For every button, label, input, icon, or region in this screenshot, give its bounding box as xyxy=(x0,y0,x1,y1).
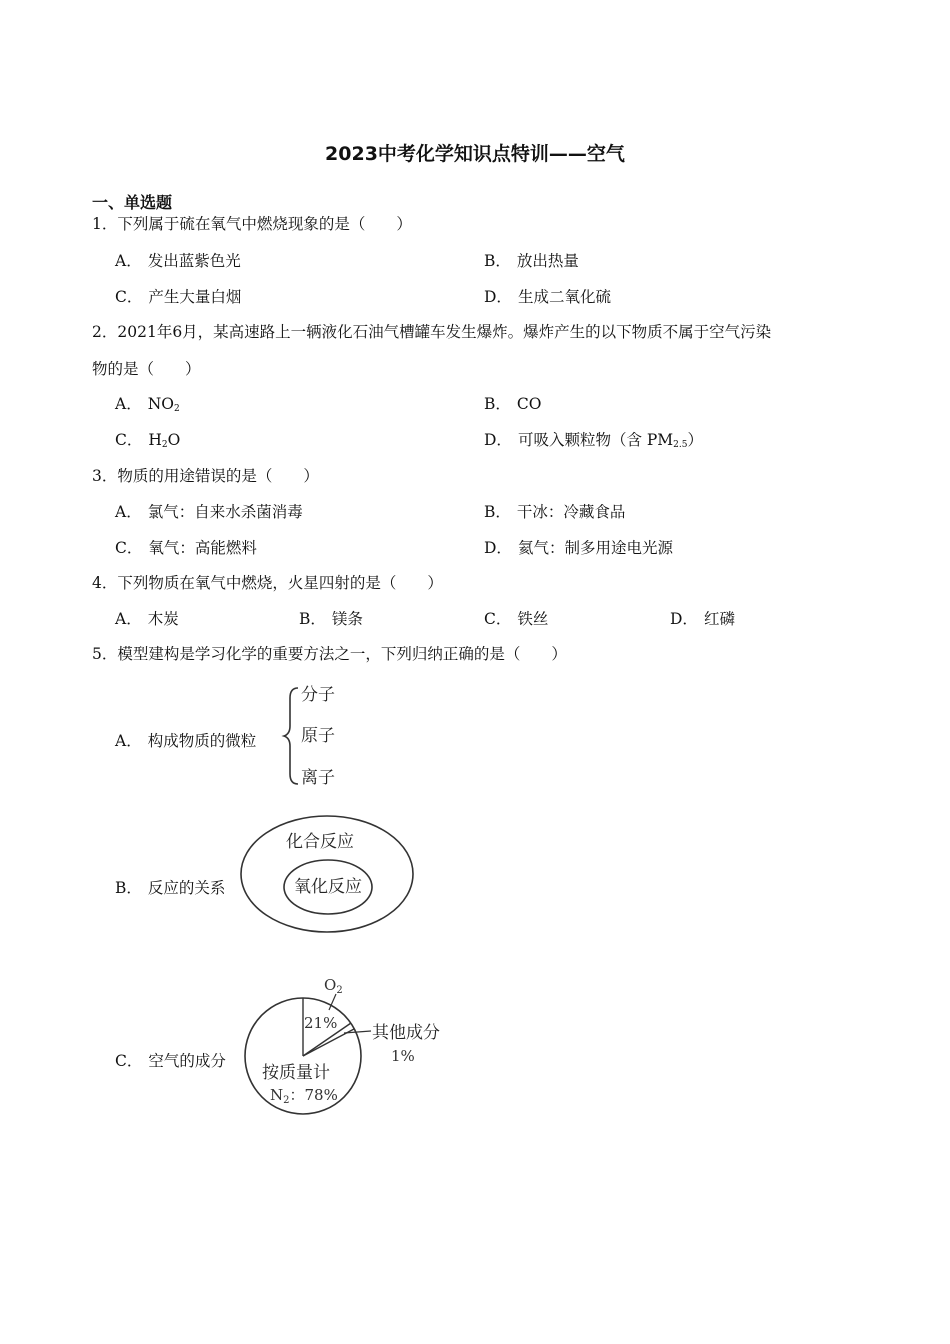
q5-option-a: A． 构成物质的微粒 xyxy=(115,732,257,750)
q2-option-d: D． 可吸入颗粒物（含 $PM_{2.5}$） xyxy=(484,431,704,450)
question-stem: 物质的用途错误的是（ ） xyxy=(117,467,319,485)
o2-percent: 21% xyxy=(304,1014,338,1032)
question-stem: 下列属于硫在氧气中燃烧现象的是（ ） xyxy=(117,215,412,233)
question-number: 5． xyxy=(92,645,118,663)
particle-ion: 离子 xyxy=(301,768,335,788)
n2-label: $N_2$：78% xyxy=(270,1086,338,1106)
basis-label: 按质量计 xyxy=(262,1063,330,1083)
question-stem: 下列物质在氧气中燃烧，火星四射的是（ ） xyxy=(117,574,443,592)
q2-option-c: C． $H_2O$ xyxy=(115,431,181,450)
q5-option-c: C． 空气的成分 xyxy=(115,1052,226,1070)
particles-brace-diagram xyxy=(280,680,360,790)
question-number: 1． xyxy=(92,215,118,233)
question-stem: 模型建构是学习化学的重要方法之一，下列归纳正确的是（ ） xyxy=(117,645,567,663)
brace-icon xyxy=(284,688,298,784)
other-percent: 1% xyxy=(391,1047,415,1065)
q3-option-a: A． 氯气：自来水杀菌消毒 xyxy=(115,503,303,521)
q4-option-d: D． 红磷 xyxy=(670,610,735,628)
q3-option-c: C． 氧气：高能燃料 xyxy=(115,539,257,557)
q4-option-b: B． 镁条 xyxy=(299,610,363,628)
question-number: 4． xyxy=(92,574,118,592)
particle-molecule: 分子 xyxy=(301,685,335,705)
q4-option-a: A． 木炭 xyxy=(115,610,179,628)
particle-atom: 原子 xyxy=(301,726,335,746)
question-number: 3． xyxy=(92,467,118,485)
question-1 xyxy=(92,214,412,234)
question-2 xyxy=(92,322,771,342)
air-composition-pie-chart xyxy=(240,972,450,1122)
question-stem: 2021年6月，某高速路上一辆液化石油气槽罐车发生爆炸。爆炸产生的以下物质不属于空气污染 xyxy=(117,323,772,341)
question-5 xyxy=(92,644,567,664)
q1-option-a: A． 发出蓝紫色光 xyxy=(115,252,241,270)
o2-label: $O_2$ xyxy=(324,976,343,996)
q1-option-c: C． 产生大量白烟 xyxy=(115,288,242,306)
q5-option-b: B． 反应的关系 xyxy=(115,879,226,897)
q2-option-b: B． CO xyxy=(484,395,542,413)
q4-option-c: C． 铁丝 xyxy=(484,610,549,628)
section-heading: 一、单选题 xyxy=(92,193,173,212)
q3-option-d: D． 氦气：制多用途电光源 xyxy=(484,539,673,557)
q1-option-b: B． 放出热量 xyxy=(484,252,579,270)
q3-option-b: B． 干冰：冷藏食品 xyxy=(484,503,626,521)
reaction-relation-diagram xyxy=(238,812,418,936)
page-title: 2023中考化学知识点特训——空气 xyxy=(325,143,625,165)
question-3 xyxy=(92,466,319,486)
question-4 xyxy=(92,573,443,593)
inner-label: 氧化反应 xyxy=(294,877,362,897)
q2-option-a: A． $NO_2$ xyxy=(115,395,180,414)
other-label: 其他成分 xyxy=(372,1023,440,1043)
outer-label: 化合反应 xyxy=(286,832,354,852)
question-number: 2． xyxy=(92,323,118,341)
q1-option-d: D． 生成二氧化硫 xyxy=(484,288,611,306)
question-2-line2: 物的是（ ） xyxy=(92,360,201,378)
